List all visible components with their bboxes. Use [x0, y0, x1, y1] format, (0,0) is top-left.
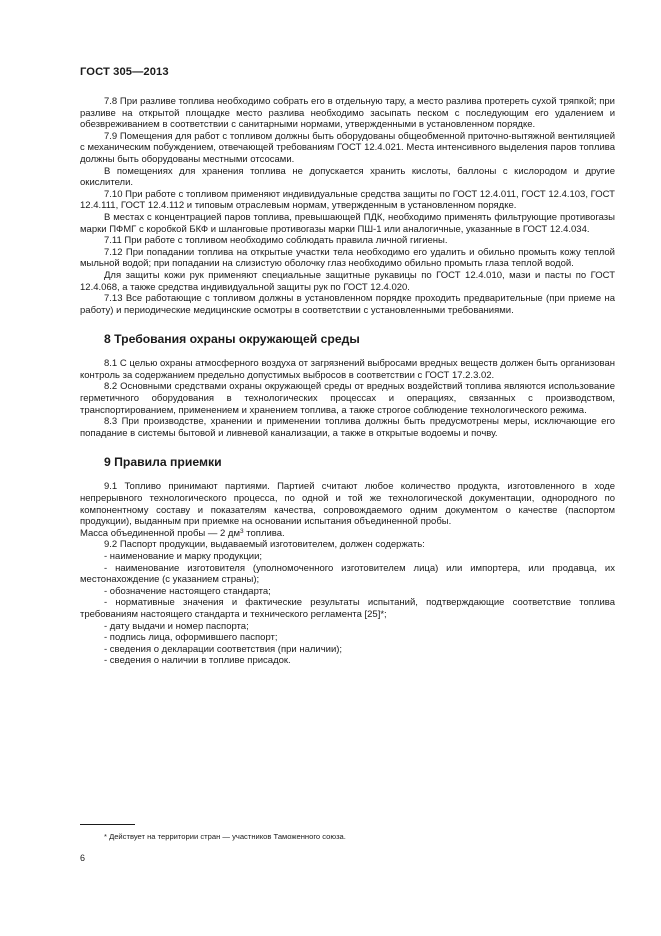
- paragraph-8-2: 8.2 Основными средствами охраны окружающей среды от вредных воздействий топлива являются использование герметичного оборудования в технологических процессах и операциях, связанных с производством, транспортированием, применением и хранением топлива, а также строгое соблюдение технологического режима.: [80, 381, 615, 416]
- footnote: * Действует на территории стран — участников Таможенного союза.: [104, 832, 346, 841]
- document-body: [80, 96, 615, 667]
- list-item: - подпись лица, оформившего паспорт;: [104, 632, 278, 644]
- paragraph-9-1: 9.1 Топливо принимают партиями. Партией считают любое количество продукта, изготовленного в ходе непрерывного технологического процесса, по одной и той же технологической документации, однородного по компонентному составу и показателям качества, сопровождаемого одним документом о качестве (паспортом продукции), выданным при приемке на основании испытания объединенной пробы.: [80, 481, 615, 528]
- paragraph-7-13: 7.13 Все работающие с топливом должны в установленном порядке проходить предварительные (при приеме на работу) и периодические медицинские осмотры в соответствии с установленными требованиями.: [80, 293, 615, 316]
- paragraph-7-10: 7.10 При работе с топливом применяют индивидуальные средства защиты по ГОСТ 12.4.011, ГОСТ 12.4.103, ГОСТ 12.4.111, ГОСТ 12.4.112 и типовым отраслевым нормам, утвержденным в установленном порядке.: [80, 188, 615, 212]
- list-item: - сведения о декларации соответствия (при наличии);: [104, 643, 343, 655]
- paragraph-9-2: 9.2 Паспорт продукции, выдаваемый изготовителем, должен содержать:: [104, 539, 425, 551]
- sample-mass-text: Масса объединенной пробы — 2 дм: [80, 527, 241, 539]
- sample-mass-unit-text: топлива.: [243, 527, 285, 539]
- list-item: - дату выдачи и номер паспорта;: [104, 620, 249, 632]
- paragraph-7-12-hands: Для защиты кожи рук применяют специальные защитные рукавицы по ГОСТ 12.4.010, мази и пасты по ГОСТ 12.4.068, а также средства индивидуальной защиты рук по ГОСТ 12.4.020.: [80, 269, 615, 293]
- paragraph-7-9-storage: В помещениях для хранения топлива не допускается хранить кислоты, баллоны с кислородом и другие окислители.: [80, 165, 615, 189]
- paragraph-8-3: 8.3 При производстве, хранении и применении топлива должны быть предусмотрены меры, исключающие его попадание в системы бытовой и ливневой канализации, а также в открытые водоемы и почву.: [80, 416, 615, 439]
- list-item: - наименование изготовителя (уполномоченного изготовителем лица) или импортера, или продавца, их местонахождение (с указанием страны);: [80, 562, 615, 586]
- section-8-heading: 8 Требования охраны окружающей среды: [104, 332, 360, 347]
- paragraph-7-12: 7.12 При попадании топлива на открытые участки тела необходимо его удалить и обильно промыть кожу теплой мыльной водой; при попадании на слизистую оболочку глаз необходимо обильно промыть глаза теплой водой.: [80, 246, 615, 270]
- paragraph-7-11: 7.11 При работе с топливом необходимо соблюдать правила личной гигиены.: [104, 235, 448, 247]
- list-item: - наименование и марку продукции;: [104, 551, 263, 562]
- paragraph-7-8: 7.8 При разливе топлива необходимо собрать его в отдельную тару, а место разлива протереть сухой тряпкой; при разливе на открытой площадке место разлива необходимо засыпать песком с последующим его удалением и обезвреживанием в соответствии с санитарными нормами, утвержденными в установленном порядке.: [80, 96, 615, 131]
- footnote-divider: [80, 824, 135, 825]
- section-9-heading: 9 Правила приемки: [104, 455, 222, 470]
- list-item: - нормативные значения и фактические результаты испытаний, подтверждающие соответствие топлива требованиям настоящего стандарта и технического регламента [25]*;: [80, 597, 615, 620]
- cubic-superscript: 3: [240, 527, 244, 535]
- paragraph-9-1-sample-mass: [80, 528, 615, 540]
- list-item: - сведения о наличии в топливе присадок.: [104, 655, 291, 667]
- paragraph-8-1: 8.1 С целью охраны атмосферного воздуха от загрязнений выбросами вредных веществ должен быть организован контроль за содержанием предельно допустимых выбросов в соответствии с ГОСТ 17.2.3.02.: [80, 358, 615, 381]
- list-item: - обозначение настоящего стандарта;: [104, 585, 271, 597]
- paragraph-7-10-gas-masks: В местах с концентрацией паров топлива, превышающей ПДК, необходимо применять фильтрующие противогазы марки ПФМГ с коробкой БКФ и шланговые противогазы марки ПШ-1 или аналогичные, указанные в ГОСТ 12.4.034.: [80, 211, 615, 235]
- paragraph-7-9: 7.9 Помещения для работ с топливом должны быть оборудованы общеобменной приточно-вытяжной вентиляцией с механическим побуждением, отвечающей требованиям ГОСТ 12.4.021. Места интенсивного выделения паров топлива должны быть оборудованы местными отсосами.: [80, 130, 615, 165]
- page-number: 6: [80, 853, 86, 863]
- document-header: ГОСТ 305—2013: [80, 66, 169, 78]
